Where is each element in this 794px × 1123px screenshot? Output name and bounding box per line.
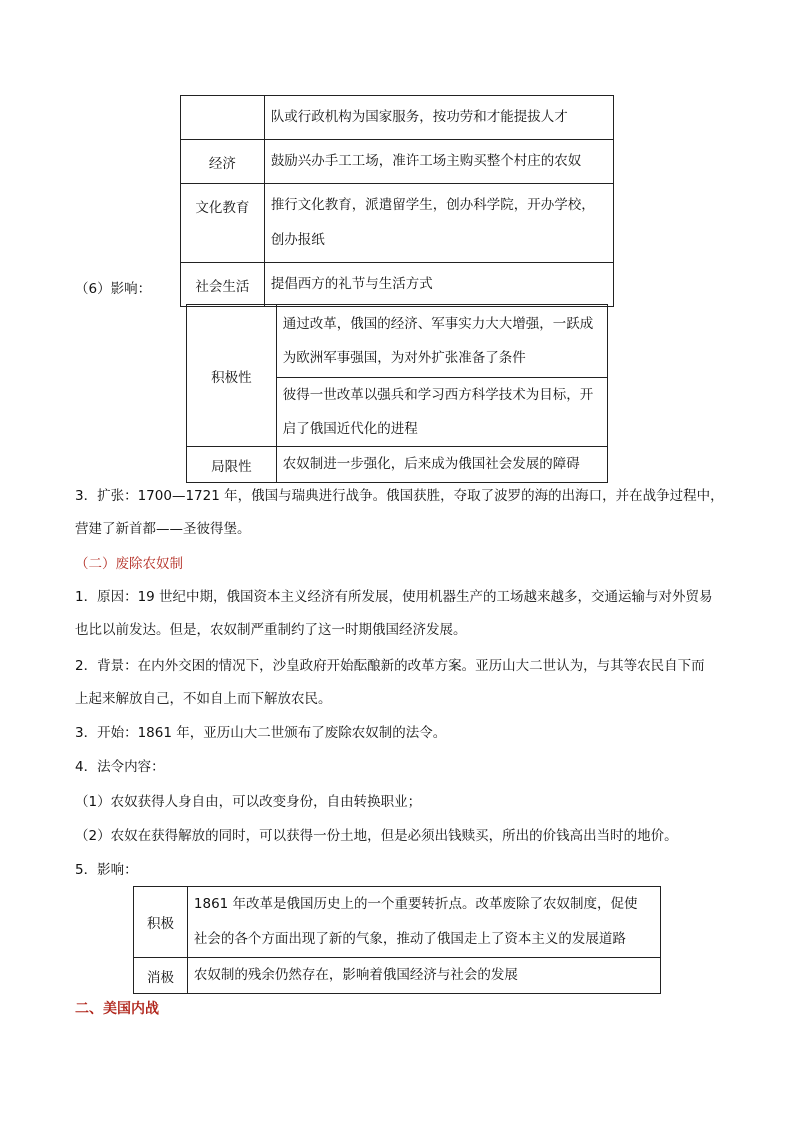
content-item: （2）农奴在获得解放的同时，可以获得一份土地，但是必须出钱赎买，所出的价钱高出当时的地价。 xyxy=(75,828,678,844)
table-row xyxy=(134,958,661,994)
impact-label: （6）影响： xyxy=(75,281,152,297)
reason-line: 也比以前发达。但是，农奴制严重制约了这一时期俄国经济发展。 xyxy=(75,622,467,638)
reason-line: 1．原因：19 世纪中期，俄国资本主义经济有所发展，使用机器生产的工场越来越多，交通运输与对外贸易 xyxy=(75,589,713,605)
table-row xyxy=(187,447,608,483)
positive-item xyxy=(276,378,607,447)
content-line: 推行文化教育，派遣留学生，创办科学院，开办学校， xyxy=(270,197,595,213)
positive-label: 积极性 xyxy=(187,305,277,447)
limit-text: 农奴制进一步强化，后来成为俄国社会发展的障碍 xyxy=(276,447,607,483)
table-row xyxy=(187,305,608,378)
effect-heading: 5．影响： xyxy=(75,862,138,878)
start-line: 3．开始：1861 年，亚历山大二世颁布了废除农奴制的法令。 xyxy=(75,725,447,741)
positive-item xyxy=(276,305,607,378)
row-content xyxy=(264,184,613,263)
part-heading: 二、美国内战 xyxy=(75,1001,159,1017)
effect-table xyxy=(133,886,661,994)
background-line: 2．背景：在内外交困的情况下，沙皇政府开始酝酿新的改革方案。亚历山大二世认为，与其等农民自下而 xyxy=(75,658,705,674)
impact-table xyxy=(186,304,608,483)
row-label: 社会生活 xyxy=(181,263,265,307)
content-line: 社会的各个方面出现了新的气象，推动了俄国走上了资本主义的发展道路 xyxy=(193,931,626,947)
content-line: 为欧洲军事强国，为对外扩张准备了条件 xyxy=(282,350,526,366)
row-label xyxy=(181,96,265,140)
table-row xyxy=(181,184,614,263)
expansion-line: 3．扩张：1700—1721 年，俄国与瑞典进行战争。俄国获胜，夺取了波罗的海的出海口，并在战争过程中， xyxy=(75,488,724,504)
positive-label: 积极 xyxy=(134,887,188,958)
content-item: （1）农奴获得人身自由，可以改变身份，自由转换职业； xyxy=(75,794,422,810)
limit-label: 局限性 xyxy=(187,447,277,483)
section-heading: （二）废除农奴制 xyxy=(75,556,183,572)
expansion-line: 营建了新首都——圣彼得堡。 xyxy=(75,521,251,537)
content-line: 彼得一世改革以强兵和学习西方科学技术为目标，开 xyxy=(282,387,594,403)
row-content: 鼓励兴办手工工场，准许工场主购买整个村庄的农奴 xyxy=(264,140,613,184)
row-label: 文化教育 xyxy=(181,184,265,263)
table-row xyxy=(134,887,661,958)
background-line: 上起来解放自己，不如自上而下解放农民。 xyxy=(75,691,332,707)
table-row xyxy=(181,140,614,184)
content-line: 启了俄国近代化的进程 xyxy=(282,421,418,437)
negative-label: 消极 xyxy=(134,958,188,994)
positive-text xyxy=(187,887,660,958)
negative-text: 农奴制的残余仍然存在，影响着俄国经济与社会的发展 xyxy=(187,958,660,994)
content-heading: 4．法令内容： xyxy=(75,759,165,775)
content-line: 创办报纸 xyxy=(270,232,325,248)
table-row xyxy=(181,96,614,140)
row-content: 提倡西方的礼节与生活方式 xyxy=(264,263,613,307)
row-label: 经济 xyxy=(181,140,265,184)
content-line: 1861 年改革是俄国历史上的一个重要转折点。改革废除了农奴制度，促使 xyxy=(193,896,638,912)
row-content: 队或行政机构为国家服务，按功劳和才能提拔人才 xyxy=(264,96,613,140)
content-line: 通过改革，俄国的经济、军事实力大大增强，一跃成 xyxy=(282,316,594,332)
